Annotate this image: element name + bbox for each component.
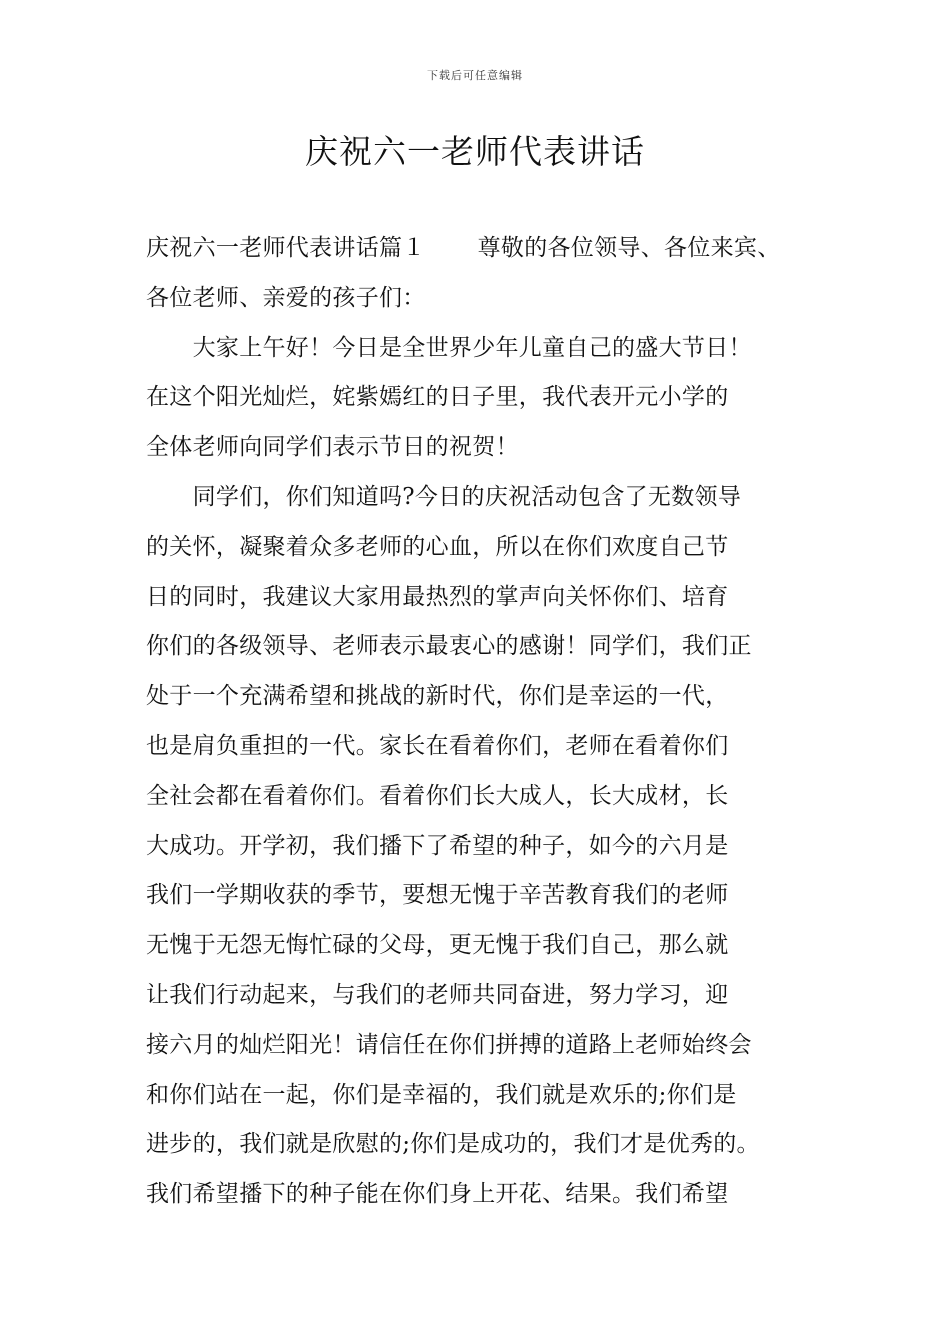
text-line: 我们希望播下的种子能在你们身上开花、结果。我们希望 [146,1181,729,1208]
text-line: 的关怀，凝聚着众多老师的心血，所以在你们欢度自己节 [146,533,729,560]
text-line: 大成功。开学初，我们播下了希望的种子，如今的六月是 [146,832,729,859]
text-line: 处于一个充满希望和挑战的新时代，你们是幸运的一代， [146,683,729,710]
text-line: 接六月的灿烂阳光！请信任在你们拼搏的道路上老师始终会 [146,1031,752,1058]
text-line: 进步的，我们就是欣慰的;你们是成功的，我们才是优秀的。 [146,1131,760,1158]
text-line: 各位老师、亲爱的孩子们： [146,284,426,311]
text-line: 日的同时，我建议大家用最热烈的掌声向关怀你们、培育 [146,583,729,610]
text-line: 无愧于无怨无悔忙碌的父母，更无愧于我们自己，那么就 [146,932,729,959]
document-body [146,224,836,1220]
header-note: 下载后可任意编辑 [427,69,523,82]
text-line: 让我们行动起来，与我们的老师共同奋进，努力学习，迎 [146,981,729,1008]
text-line: 在这个阳光灿烂，姹紫嫣红的日子里，我代表开元小学的 [146,384,729,411]
text-line: 我们一学期收获的季节，要想无愧于辛苦教育我们的老师 [146,882,729,909]
text-line: 你们的各级领导、老师表示最衷心的感谢！同学们，我们正 [146,633,752,660]
text-line: 同学们，你们知道吗?今日的庆祝活动包含了无数领导 [146,483,742,510]
text-line: 大家上午好！今日是全世界少年儿童自己的盛大节日！ [146,334,752,361]
text-line: 也是肩负重担的一代。家长在看着你们，老师在看着你们 [146,732,729,759]
text-line [146,224,836,274]
text-line: 全社会都在看着你们。看着你们长大成人，长大成材，长 [146,782,729,809]
text-line: 全体老师向同学们表示节日的祝贺！ [146,434,519,461]
section-heading: 庆祝六一老师代表讲话篇１ [146,235,426,261]
salutation-start: 尊敬的各位领导、各位来宾、 [477,235,781,261]
text-line: 和你们站在一起，你们是幸福的，我们就是欢乐的;你们是 [146,1081,737,1108]
document-title: 庆祝六一老师代表讲话 [305,132,645,171]
